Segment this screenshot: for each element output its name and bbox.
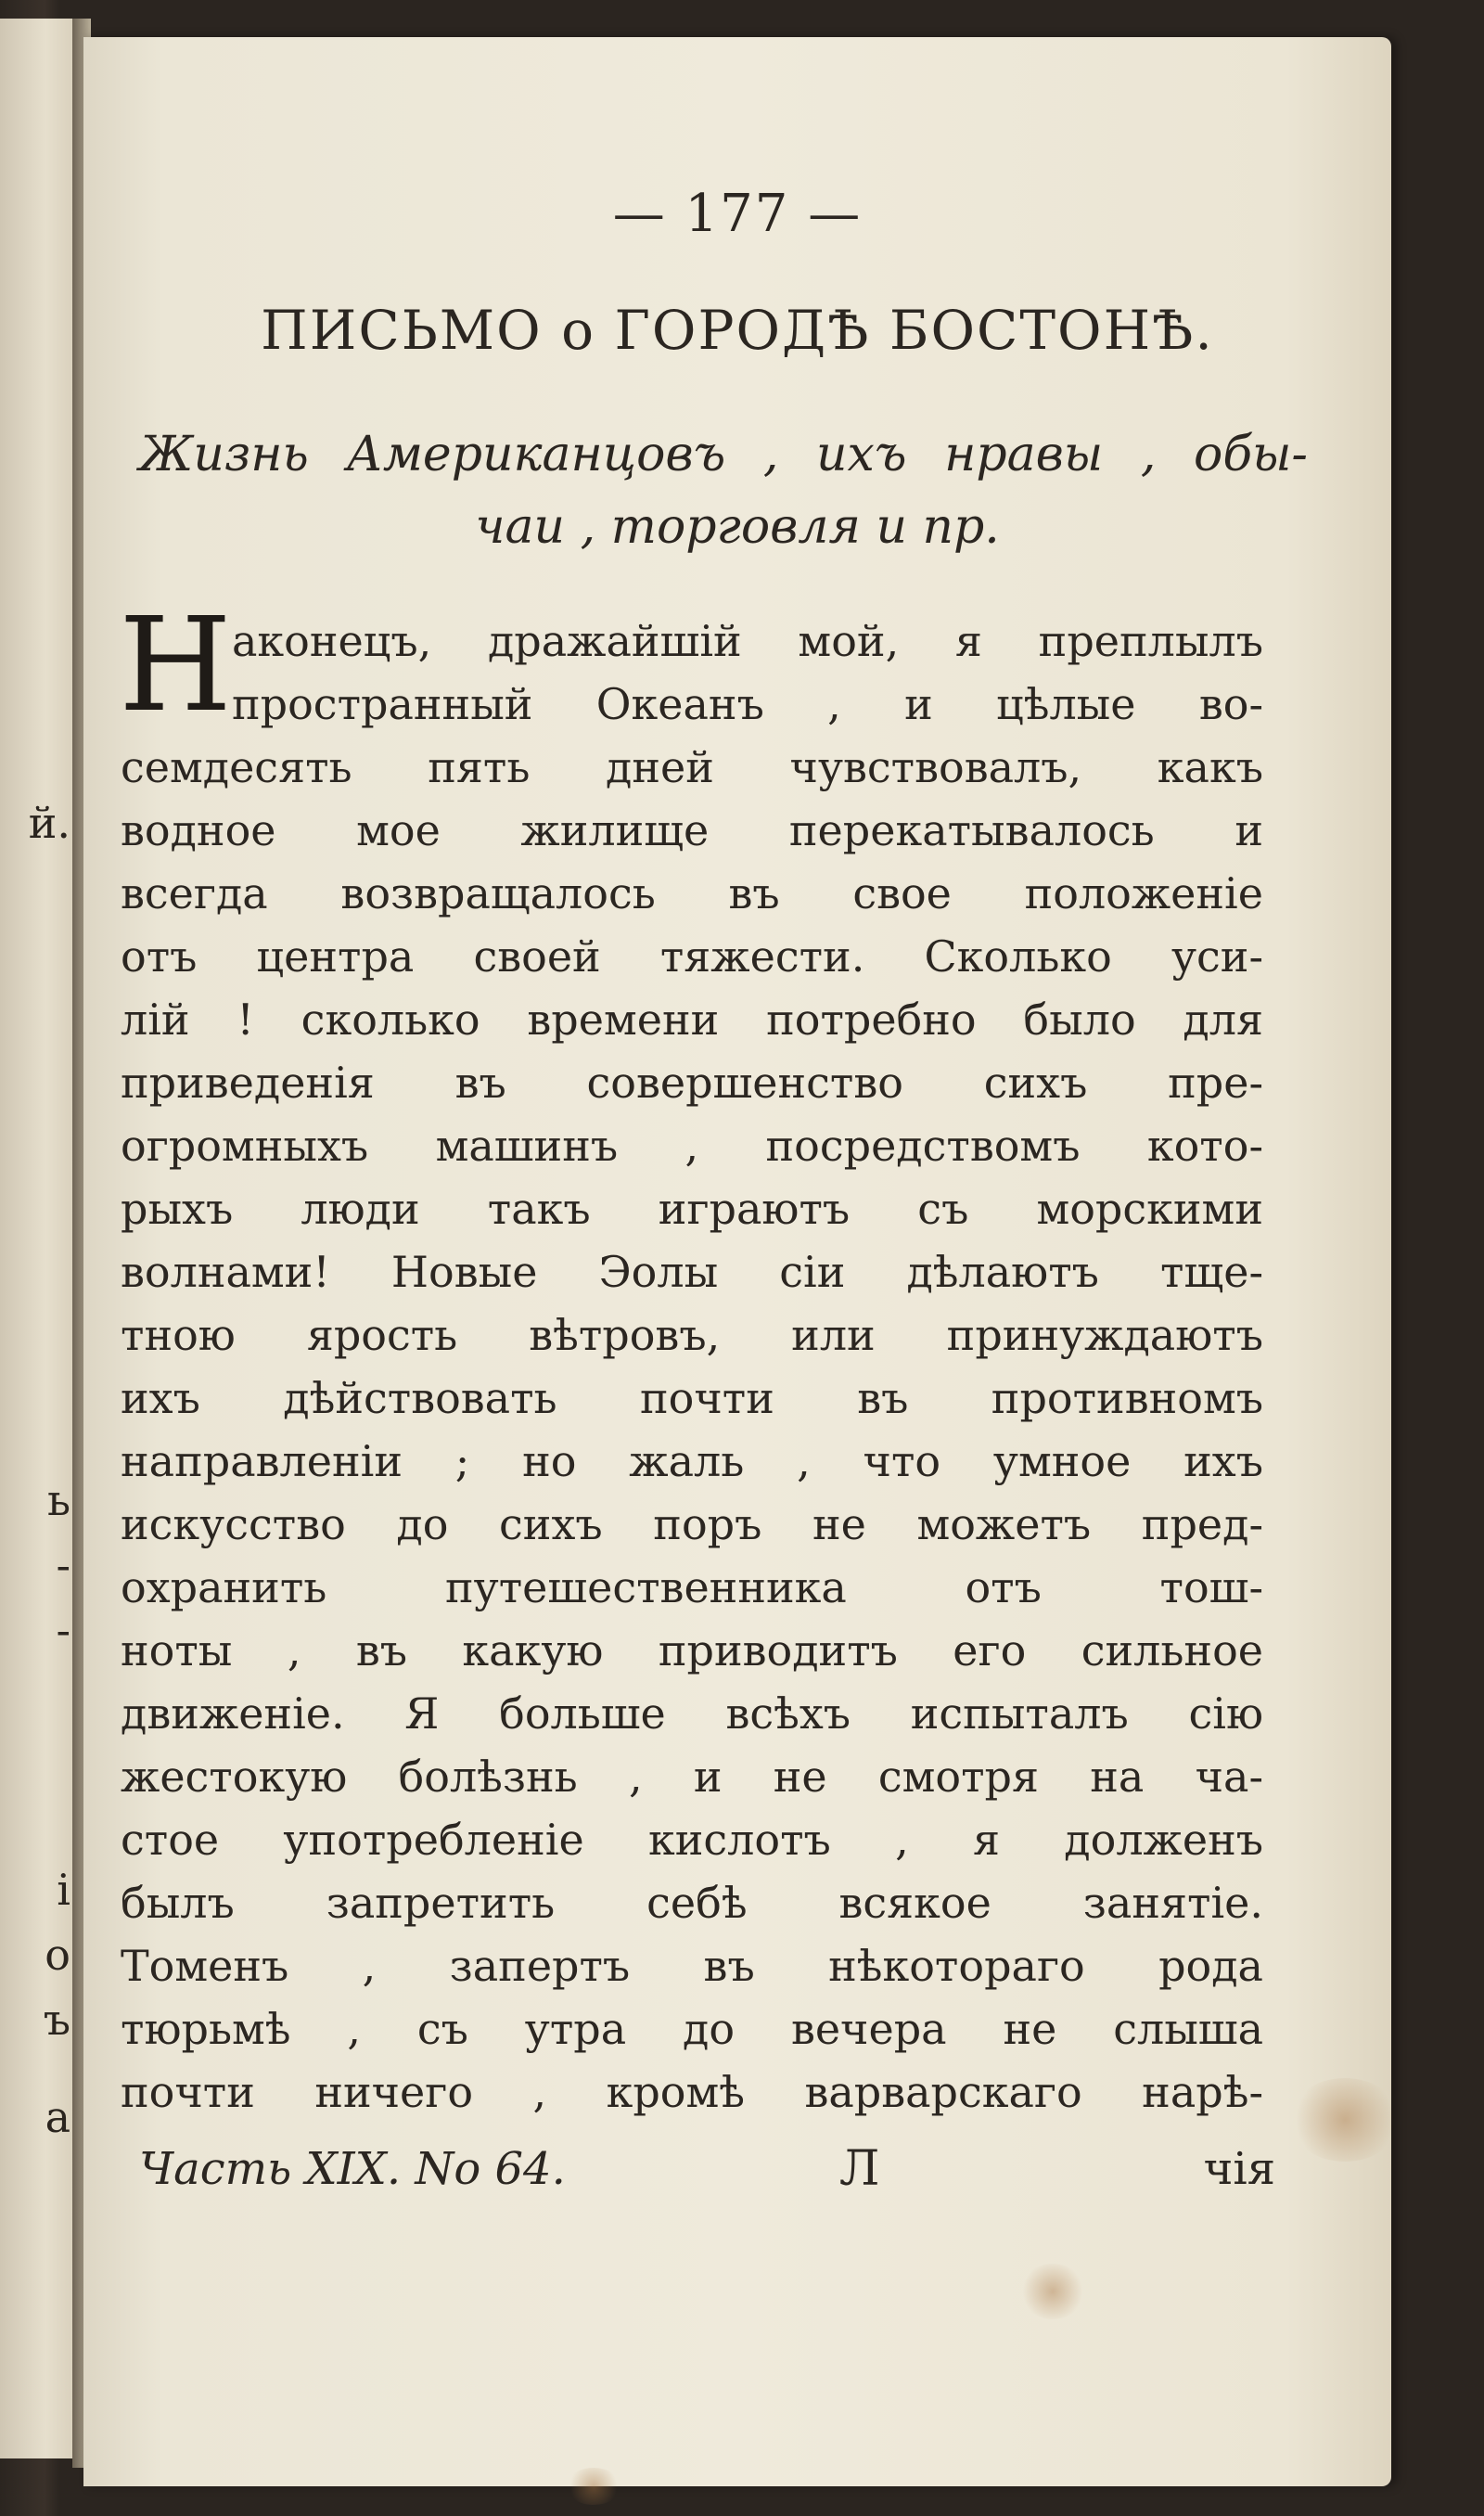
subtitle-line: чаи , торговля и пр. xyxy=(475,499,1000,555)
drop-cap: Н xyxy=(119,590,233,741)
body-line: былъ запретить себѣ всякое занятіе. xyxy=(121,1878,1263,1928)
foxing-spot xyxy=(1289,2078,1401,2162)
body-line: тною ярость вѣтровъ, или принуждаютъ xyxy=(121,1310,1263,1360)
body-line: лій ! сколько времени потребно было для xyxy=(121,995,1263,1045)
previous-page-fragment: й. xyxy=(28,798,70,848)
body-line: всегда возвращалось въ свое положеніе xyxy=(121,868,1263,918)
previous-page-fragment: о xyxy=(45,1930,70,1980)
body-line: аконецъ, дражайшій мой, я преплылъ xyxy=(232,616,1263,666)
previous-page-fragment: і xyxy=(57,1865,70,1915)
body-line: волнами! Новые Эолы сіи дѣлаютъ тще- xyxy=(121,1247,1263,1297)
previous-page-fragment: а xyxy=(45,2092,70,2142)
foxing-spot xyxy=(566,2468,621,2505)
signature-line: Часть XIX. No 64. xyxy=(139,2143,566,2195)
page-number: — 177 — xyxy=(612,184,863,244)
previous-page-fragment: ъ xyxy=(43,1995,70,2045)
body-line: Томенъ , запертъ въ нѣкотораго рода xyxy=(121,1941,1263,1991)
body-line: ноты , въ какую приводитъ его сильное xyxy=(121,1625,1263,1675)
body-line: почти ничего , кромѣ варварскаго нарѣ- xyxy=(121,2067,1263,2117)
body-line: семдесять пять дней чувствовалъ, какъ xyxy=(121,742,1263,792)
body-line: приведенія въ совершенство сихъ пре- xyxy=(121,1058,1263,1108)
subtitle-line: Жизнь Американцовъ , ихъ нравы , обы- xyxy=(139,427,1308,482)
body-line: тюрьмѣ , съ утра до вечера не слыша xyxy=(121,2004,1263,2054)
book-page xyxy=(83,37,1391,2486)
previous-page-fragment: - xyxy=(56,1605,70,1655)
body-line: огромныхъ машинъ , посредствомъ кото- xyxy=(121,1121,1263,1171)
previous-page-fragment: - xyxy=(56,1540,70,1590)
foxing-spot xyxy=(1020,2264,1085,2319)
body-line: искусство до сихъ поръ не можетъ пред- xyxy=(121,1499,1263,1549)
previous-page-edge xyxy=(0,19,76,2458)
body-line: рыхъ люди такъ играютъ съ морскими xyxy=(121,1184,1263,1234)
body-line: жестокую болѣзнь , и не смотря на ча- xyxy=(121,1752,1263,1802)
body-line: охранить путешественника отъ тош- xyxy=(121,1562,1263,1612)
body-line: направленіи ; но жаль , что умное ихъ xyxy=(121,1436,1263,1486)
body-line: отъ центра своей тяжести. Сколько уси- xyxy=(121,931,1263,982)
catchword: чія xyxy=(1203,2143,1275,2195)
body-line: пространный Океанъ , и цѣлые во- xyxy=(232,679,1263,729)
page-title: ПИСЬМО о ГОРОДѢ БОСТОНѢ. xyxy=(261,299,1214,362)
previous-page-fragment: ь xyxy=(46,1475,70,1525)
body-line: стое употребленіе кислотъ , я долженъ xyxy=(121,1815,1263,1865)
body-line: движеніе. Я больше всѣхъ испыталъ сію xyxy=(121,1688,1263,1739)
signature-mark: Л xyxy=(839,2141,880,2197)
body-line: водное мое жилище перекатывалось и xyxy=(121,805,1263,855)
body-line: ихъ дѣйствовать почти въ противномъ xyxy=(121,1373,1263,1423)
